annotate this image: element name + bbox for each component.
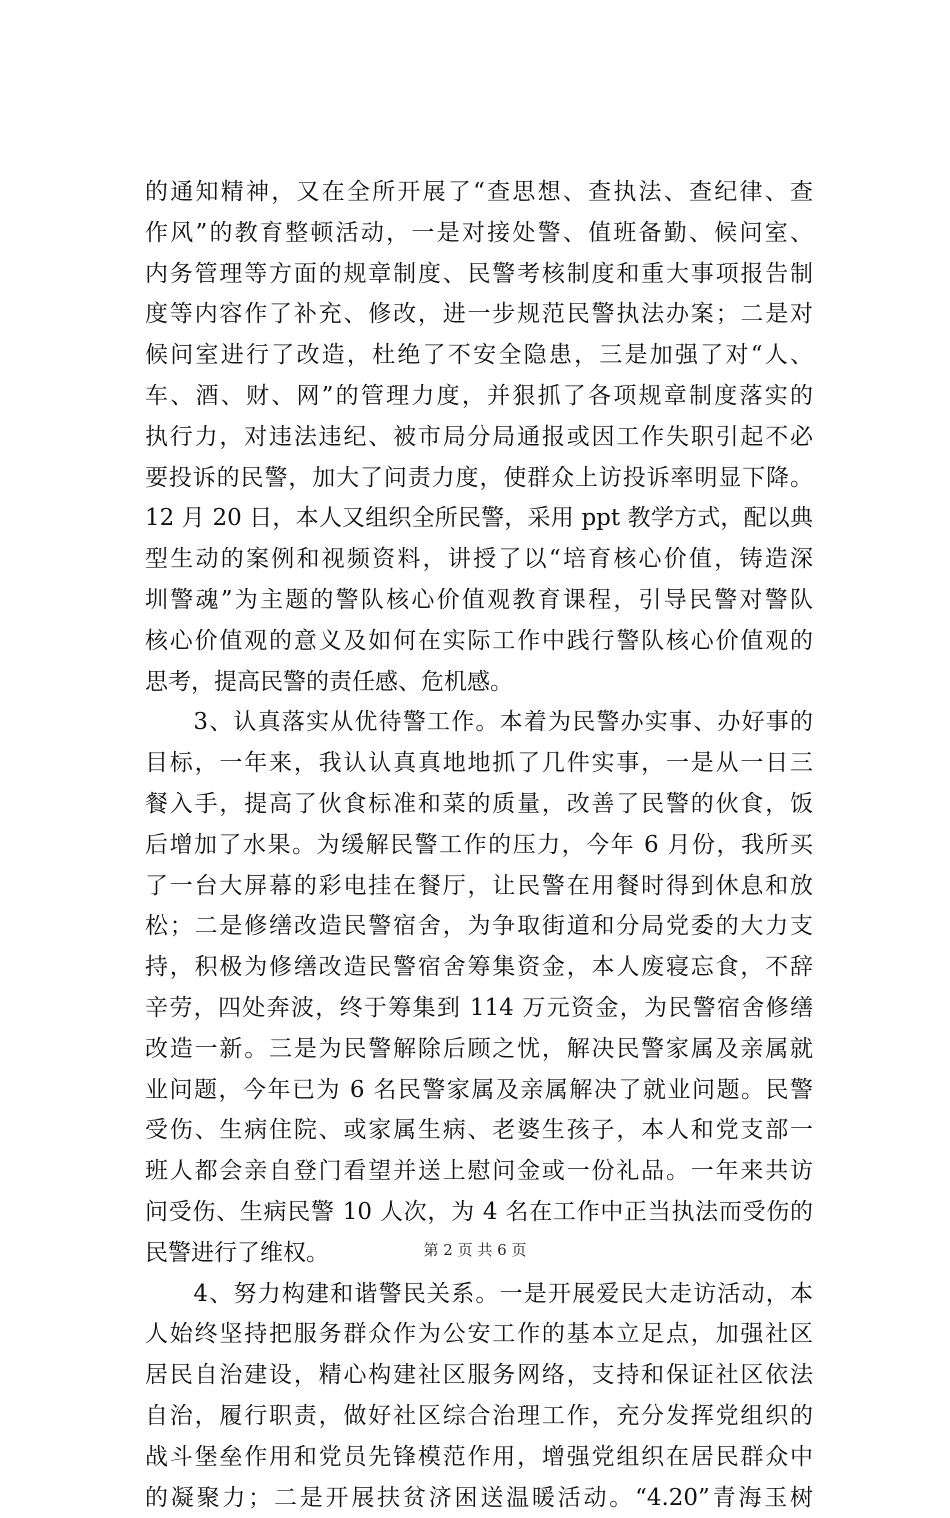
page-footer: 第 2 页 共 6 页	[0, 1240, 950, 1260]
text-line: 目标，一年来，我认认真真地地抓了几件实事，一是从一日三	[145, 743, 813, 784]
text-line: 人始终坚持把服务群众作为公安工作的基本立足点，加强社区	[145, 1314, 813, 1355]
text-line: 自治，履行职责，做好社区综合治理工作，充分发挥党组织的	[145, 1396, 813, 1437]
text-line: 班人都会亲自登门看望并送上慰问金或一份礼品。一年来共访	[145, 1151, 813, 1192]
text-line: 松；二是修缮改造民警宿舍，为争取街道和分局党委的大力支	[145, 906, 813, 947]
text-line: 度等内容作了补充、修改，进一步规范民警执法办案；二是对	[145, 294, 813, 335]
text-line: 了一台大屏幕的彩电挂在餐厅，让民警在用餐时得到休息和放	[145, 866, 813, 907]
text-line: 12 月 20 日，本人又组织全所民警，采用 ppt 教学方式，配以典	[145, 498, 813, 539]
text-line: 思考，提高民警的责任感、危机感。	[145, 662, 813, 703]
text-line: 4、努力构建和谐警民关系。一是开展爱民大走访活动，本	[145, 1274, 813, 1315]
text-line: 战斗堡垒作用和党员先锋模范作用，增强党组织在居民群众中	[145, 1437, 813, 1478]
text-line: 作风”的教育整顿活动，一是对接处警、值班备勤、候问室、	[145, 213, 813, 254]
text-line: 民警进行了维权。	[145, 1233, 813, 1274]
text-line: 居民自治建设，精心构建社区服务网络，支持和保证社区依法	[145, 1355, 813, 1396]
text-line: 业问题，今年已为 6 名民警家属及亲属解决了就业问题。民警	[145, 1070, 813, 1111]
text-line: 型生动的案例和视频资料，讲授了以“培育核心价值，铸造深	[145, 539, 813, 580]
text-line: 候问室进行了改造，杜绝了不安全隐患，三是加强了对“人、	[145, 335, 813, 376]
text-line: 内务管理等方面的规章制度、民警考核制度和重大事项报告制	[145, 254, 813, 295]
document-body	[145, 172, 813, 1518]
text-line: 辛劳，四处奔波，终于筹集到 114 万元资金，为民警宿舍修缮	[145, 988, 813, 1029]
text-line: 受伤、生病住院、或家属生病、老婆生孩子，本人和党支部一	[145, 1110, 813, 1151]
text-line: 执行力，对违法违纪、被市局分局通报或因工作失职引起不必	[145, 417, 813, 458]
text-line: 要投诉的民警，加大了问责力度，使群众上访投诉率明显下降。	[145, 458, 813, 499]
text-line: 的凝聚力；二是开展扶贫济困送温暖活动。“4.20”青海玉树	[145, 1478, 813, 1518]
text-line: 后增加了水果。为缓解民警工作的压力，今年 6 月份，我所买	[145, 825, 813, 866]
text-line: 餐入手，提高了伙食标准和菜的质量，改善了民警的伙食，饭	[145, 784, 813, 825]
text-line: 3、认真落实从优待警工作。本着为民警办实事、办好事的	[145, 702, 813, 743]
text-line: 持，积极为修缮改造民警宿舍筹集资金，本人废寝忘食，不辞	[145, 947, 813, 988]
text-line: 圳警魂”为主题的警队核心价值观教育课程，引导民警对警队	[145, 580, 813, 621]
text-line: 核心价值观的意义及如何在实际工作中践行警队核心价值观的	[145, 621, 813, 662]
text-line: 改造一新。三是为民警解除后顾之忧，解决民警家属及亲属就	[145, 1029, 813, 1070]
text-line: 的通知精神，又在全所开展了“查思想、查执法、查纪律、查	[145, 172, 813, 213]
text-line: 问受伤、生病民警 10 人次，为 4 名在工作中正当执法而受伤的	[145, 1192, 813, 1233]
text-line: 车、酒、财、网”的管理力度，并狠抓了各项规章制度落实的	[145, 376, 813, 417]
